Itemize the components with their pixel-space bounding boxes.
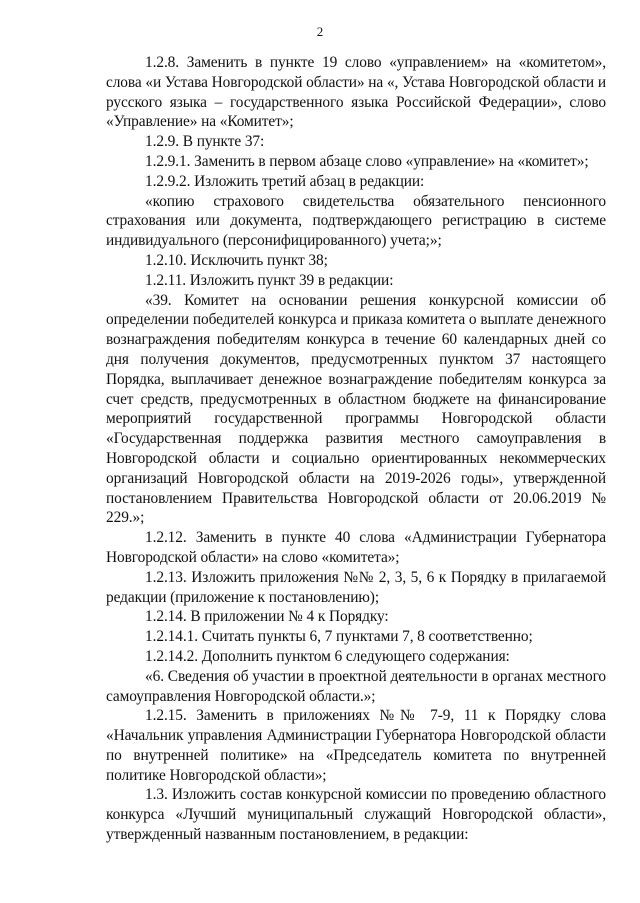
paragraph-1-2-14-1: 1.2.14.1. Считать пункты 6, 7 пунктами 7, 8 соответственно; [145,628,533,646]
paragraph-quote-snils: «копию страхового свидетельства обязательного пенсионного страхования или документа, подтверждающего регистрацию в системе индивидуального (персонифицированного) учета;»; [106,192,606,250]
paragraph-1-2-9: 1.2.9. В пункте 37: [145,133,265,151]
paragraph-1-2-9-2: 1.2.9.2. Изложить третий абзац в редакции: [145,172,425,190]
paragraph-1-2-12: 1.2.12. Заменить в пункте 40 слова «Администрации Губернатора Новгородской области» на слово «комитета»; [106,529,606,566]
paragraph-1-2-15: 1.2.15. Заменить в приложениях №№ 7-9, 11 к Порядку слова «Начальник управления Администрации Губернатора Новгородской области по внутренней политике» на «Председатель комитета по внутренней политике Новгородской области»; [106,707,606,784]
paragraph-1-2-10: 1.2.10. Исключить пункт 38; [145,251,328,269]
paragraph-quote-6: «6. Сведения об участии в проектной деятельности в органах местного самоуправления Новгородской области.»; [106,667,606,705]
document-body [106,53,606,845]
paragraph-1-2-8: 1.2.8. Заменить в пункте 19 слово «управлением» на «комитетом», слова «и Устава Новгородской области» на «, Устава Новгородской области и русского языка – государственного языка Российской Федерации», слово «Управление» на «Комитет»; [106,54,606,131]
paragraph-1-2-9-1: 1.2.9.1. Заменить в первом абзаце слово «управление» на «комитет»; [145,152,589,170]
paragraph-1-2-14: 1.2.14. В приложении № 4 к Порядку: [145,608,389,626]
paragraph-1-2-11: 1.2.11. Изложить пункт 39 в редакции: [145,271,394,289]
paragraph-1-2-14-2: 1.2.14.2. Дополнить пунктом 6 следующего содержания: [145,647,510,665]
paragraph-1-3: 1.3. Изложить состав конкурсной комиссии по проведению областного конкурса «Лучший муниципальный служащий Новгородской области», утвержденный названным постановлением, в редакции: [106,786,606,844]
paragraph-quote-39: «39. Комитет на основании решения конкурсной комиссии об определении победителей конкурса и приказа комитета о выплате денежного вознаграждения победителям конкурса в течение 60 календарных дней со дня получения документов, предусмотренных пунктом 37 настоящего Порядка, выплачивает денежное вознаграждение победителям конкурса за счет средств, предусмотренных в областном бюджете на финансирование мероприятий государственной программы Новгородской области «Государственная поддержка развития местного самоуправления в Новгородской области и социально ориентированных некоммерческих организаций Новгородской области на 2019-2026 годы», утвержденной постановлением Правительства Новгородской области от 20.06.2019 № 229.»; [106,291,606,527]
paragraph-1-2-13: 1.2.13. Изложить приложения №№ 2, 3, 5, 6 к Порядку в прилагаемой редакции (приложение к постановлению); [106,568,606,606]
page-number: 2 [316,24,324,39]
